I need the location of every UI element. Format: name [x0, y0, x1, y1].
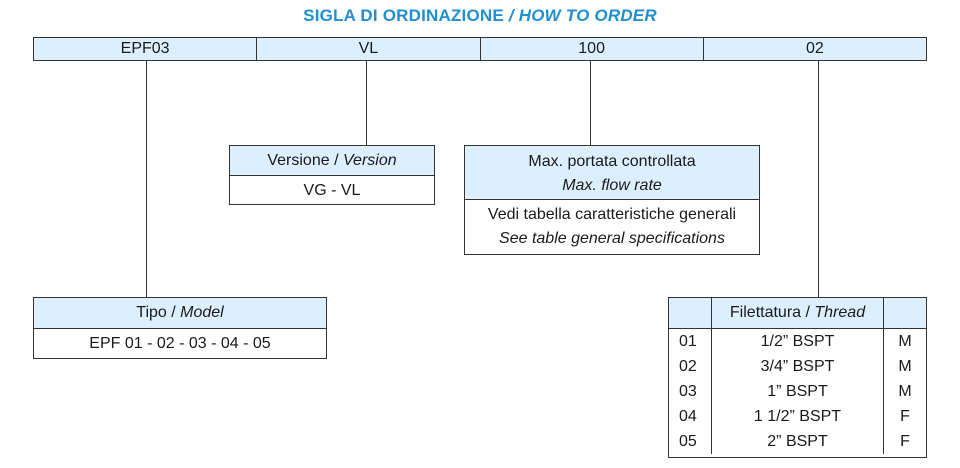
- thread-size: 1/2” BSPT: [711, 329, 884, 354]
- version-values: VG - VL: [303, 182, 361, 199]
- thread-label-it: Filettatura: [729, 304, 802, 321]
- thread-table-body: [669, 329, 926, 454]
- title-italian: SIGLA DI ORDINAZIONE: [303, 6, 504, 25]
- flow-label-it: Max. portata controllata: [528, 153, 696, 170]
- thread-size: 3/4” BSPT: [711, 354, 884, 379]
- flow-rate-body: [465, 200, 759, 251]
- flow-note-en: See table general specifications: [499, 230, 725, 247]
- connector-version: [366, 61, 367, 145]
- version-label-it: Versione: [267, 152, 330, 169]
- thread-label-en: Thread: [814, 304, 866, 321]
- connector-flow: [590, 61, 591, 145]
- title-english: HOW TO ORDER: [518, 6, 657, 25]
- thread-type: M: [898, 333, 912, 350]
- thread-type: F: [900, 408, 910, 425]
- title-separator: /: [508, 6, 514, 25]
- thread-code: 04: [679, 408, 697, 425]
- model-box-header: Tipo / Model: [34, 298, 326, 329]
- code-part-model: EPF03: [34, 38, 257, 60]
- code-part-version: VL: [257, 38, 480, 60]
- thread-table: [668, 297, 927, 458]
- connector-thread: [818, 61, 819, 297]
- table-row: [669, 429, 926, 454]
- thread-type: M: [898, 383, 912, 400]
- version-box-header: Versione / Version: [230, 146, 434, 176]
- flow-label-en: Max. flow rate: [562, 177, 662, 194]
- model-values: EPF 01 - 02 - 03 - 04 - 05: [89, 335, 271, 352]
- thread-size: 1 1/2” BSPT: [711, 404, 884, 429]
- flow-note-it: Vedi tabella caratteristiche generali: [487, 206, 737, 223]
- thread-type: F: [900, 433, 910, 450]
- flow-rate-box: [464, 145, 760, 255]
- thread-type: M: [898, 358, 912, 375]
- thread-code: 01: [679, 333, 697, 350]
- table-row: [669, 404, 926, 429]
- thread-code: 03: [679, 383, 697, 400]
- thread-size: 1” BSPT: [711, 379, 884, 404]
- thread-size: 2” BSPT: [711, 429, 884, 454]
- code-part-flow: 100: [481, 38, 704, 60]
- version-label-en: Version: [342, 152, 397, 169]
- connector-model: [146, 61, 147, 297]
- table-row: [669, 329, 926, 354]
- table-row: [669, 379, 926, 404]
- model-label-it: Tipo: [136, 304, 167, 321]
- thread-code: 02: [679, 358, 697, 375]
- table-row: [669, 354, 926, 379]
- diagram-title: [0, 6, 960, 26]
- order-code-row: [33, 37, 927, 61]
- code-part-thread: 02: [805, 40, 824, 57]
- flow-rate-header: [465, 146, 759, 200]
- thread-code: 05: [679, 433, 697, 450]
- model-box: [33, 297, 327, 359]
- thread-table-header: [669, 298, 926, 329]
- thread-header-label: Filettatura / Thread: [711, 298, 884, 328]
- version-box: [229, 145, 435, 205]
- model-label-en: Model: [180, 304, 224, 321]
